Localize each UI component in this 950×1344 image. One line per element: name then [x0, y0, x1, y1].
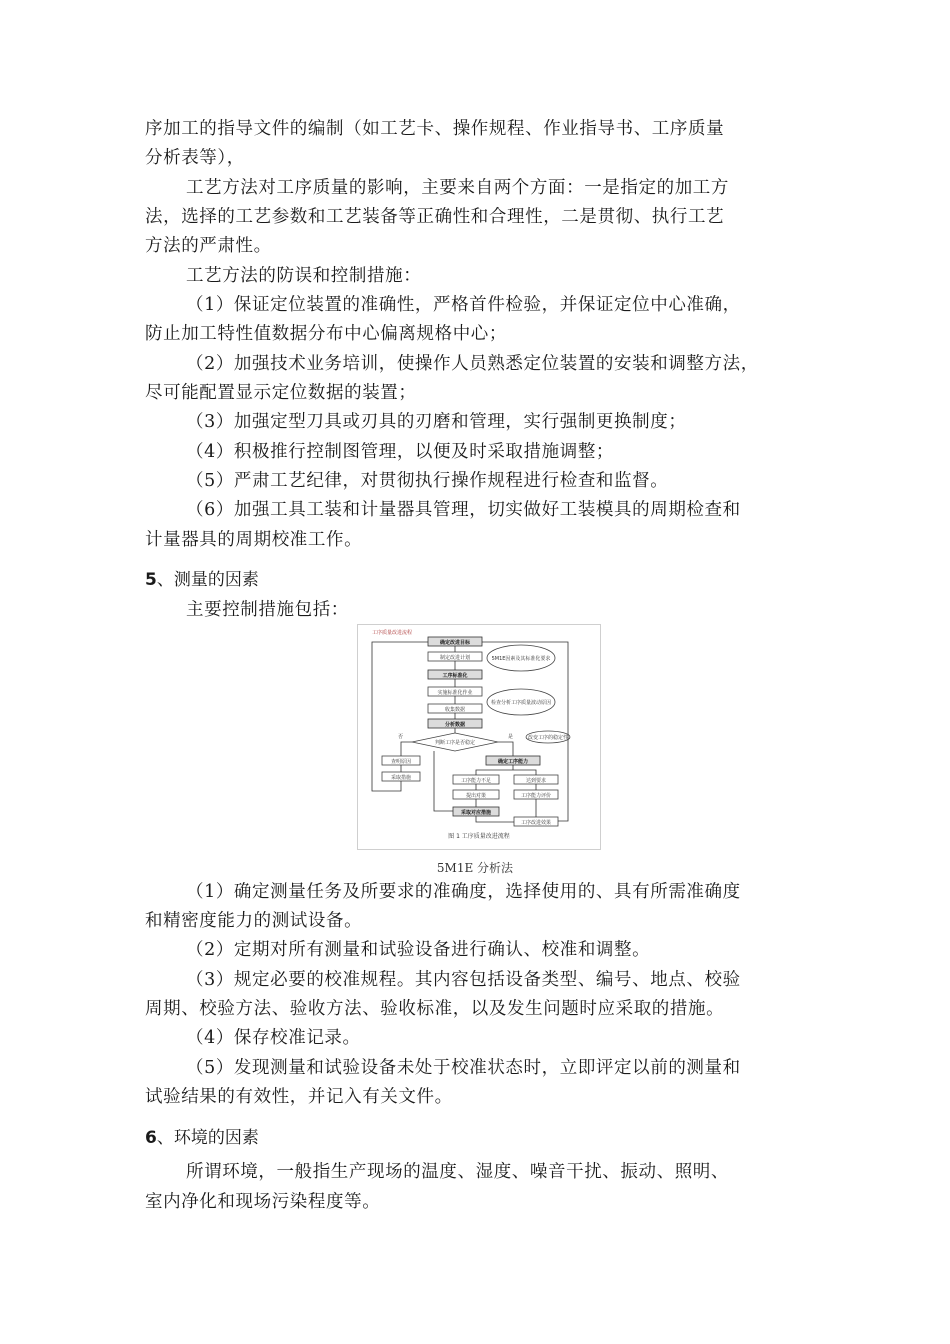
list-item: （3）加强定型刀具或刃具的刃磨和管理，实行强制更换制度；	[186, 412, 687, 432]
list-item: 试验结果的有效性，并记入有关文件。	[145, 1087, 453, 1107]
heading-number: 5	[145, 570, 157, 590]
list-item: 和精密度能力的测试设备。	[145, 911, 363, 931]
list-item: 尽可能配置显示定位数据的装置；	[145, 383, 417, 403]
flow-box-label: 工序改进效果	[520, 820, 552, 826]
flow-box-label: 查明原因	[390, 759, 412, 765]
callout-label: 5M1E因素及其标准化要求	[491, 656, 551, 662]
flow-box-label: 实施标准化作业	[437, 690, 473, 696]
list-item: 周期、校验方法、验收方法、验收标准，以及发生问题时应采取的措施。	[145, 999, 725, 1019]
callout-label: 改变工序的稳定性	[527, 735, 569, 741]
flow-box-label: 工序能力不足	[460, 778, 492, 784]
flow-connector	[434, 751, 453, 811]
flow-box-label: 分析数据	[444, 722, 466, 728]
flow-box-label: 提出对策	[465, 793, 487, 799]
figure-caption: 5M1E 分析法	[436, 861, 514, 875]
flowchart-diagram	[358, 625, 600, 849]
flow-connector	[498, 742, 513, 756]
paragraph-line: 主要控制措施包括：	[186, 600, 349, 620]
flow-box-label: 采取对应措施	[460, 810, 492, 816]
list-item: （3）规定必要的校准规程。其内容包括设备类型、编号、地点、校验	[186, 970, 741, 990]
section-heading	[145, 566, 259, 594]
flow-connector	[372, 642, 428, 791]
flowchart-figure	[357, 624, 601, 850]
paragraph-line: 方法的严肃性。	[145, 236, 272, 256]
list-item: （5）严肃工艺纪律，对贯彻执行操作规程进行检查和监督。	[186, 471, 669, 491]
branch-yes-label: 是	[508, 734, 514, 740]
list-item: （5）发现测量和试验设备未处于校准状态时，立即评定以前的测量和	[186, 1058, 741, 1078]
paragraph-line: 序加工的指导文件的编制（如工艺卡、操作规程、作业指导书、工序质量	[145, 119, 725, 139]
list-item: （4）积极推行控制图管理，以便及时采取措施调整；	[186, 442, 615, 462]
list-item: （1）确定测量任务及所要求的准确度，选择使用的、具有所需准确度	[186, 882, 741, 902]
paragraph-line: 工艺方法的防误和控制措施：	[186, 266, 422, 286]
heading-text: 、测量的因素	[156, 570, 259, 590]
list-item: （6）加强工具工装和计量器具管理，切实做好工装模具的周期检查和	[186, 500, 741, 520]
flow-box-label: 采取措施	[390, 775, 412, 781]
decision-label: 判断工序是否稳定	[434, 740, 476, 746]
list-item: （4）保存校准记录。	[186, 1028, 361, 1048]
paragraph-line: 所谓环境，一般指生产现场的温度、湿度、噪音干扰、振动、照明、	[186, 1162, 729, 1182]
flow-connector	[476, 816, 514, 822]
flowchart-title: 工序质量改进流程	[372, 630, 413, 636]
flow-box-label: 工序标准化	[442, 673, 468, 679]
flow-box-label: 确定改进目标	[439, 640, 471, 646]
list-item: 计量器具的周期校准工作。	[145, 530, 363, 550]
figure-inner-caption: 图 1 工序质量改进流程	[448, 833, 510, 840]
flow-box-label: 收集数据	[444, 707, 466, 713]
paragraph-line: 法，选择的工艺参数和工艺装备等正确性和合理性，二是贯彻、执行工艺	[145, 207, 725, 227]
list-item: （2）定期对所有测量和试验设备进行确认、校准和调整。	[186, 940, 651, 960]
paragraph-line: 分析表等），	[145, 148, 245, 168]
list-item: （1）保证定位装置的准确性，严格首件检验，并保证定位中心准确，	[186, 295, 741, 315]
paragraph-line: 室内净化和现场污染程度等。	[145, 1192, 381, 1212]
flow-box-label: 确定工序能力	[497, 759, 529, 765]
callout-label: 检查分析工序质量波动原因	[490, 700, 552, 706]
heading-number: 6	[145, 1128, 157, 1148]
branch-no-label: 否	[398, 734, 404, 740]
list-item: 防止加工特性值数据分布中心偏离规格中心；	[145, 324, 507, 344]
heading-text: 、环境的因素	[156, 1128, 259, 1148]
list-item: （2）加强技术业务培训，使操作人员熟悉定位装置的安装和调整方法，	[186, 354, 759, 374]
flow-box-label: 工序能力评价	[520, 793, 552, 799]
paragraph-line: 工艺方法对工序质量的影响，主要来自两个方面：一是指定的加工方	[186, 178, 729, 198]
flow-box-label: 达到要求	[525, 778, 547, 784]
flow-box-label: 制定改进计划	[439, 655, 471, 661]
section-heading	[145, 1124, 259, 1152]
